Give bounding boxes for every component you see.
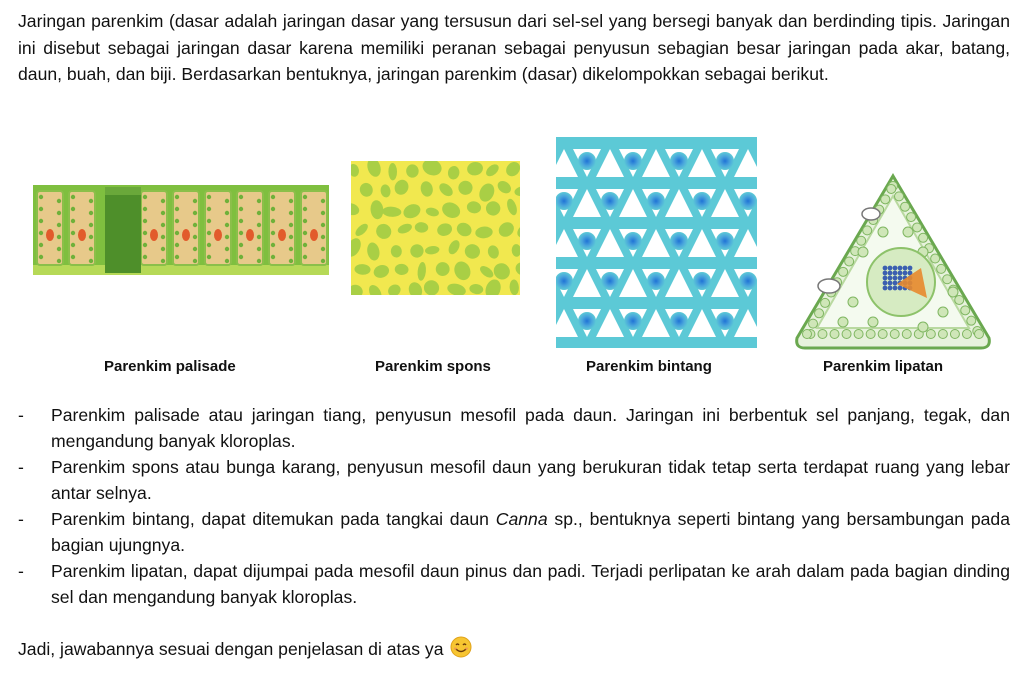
bintang-illustration xyxy=(556,137,757,348)
mesophyll-cell xyxy=(809,319,818,328)
cell-nucleus xyxy=(716,312,734,330)
spons-illustration xyxy=(351,161,520,295)
chloroplast xyxy=(239,207,243,211)
vascular-cell xyxy=(883,266,888,271)
chloroplast xyxy=(257,235,261,239)
list-item-text: Parenkim palisade atau jaringan tiang, penyusun mesofil pada daun. Jaringan ini berbentuk sel panjang, tegak, dan mengandung banyak kloroplas. xyxy=(51,405,1010,451)
cell-nucleus xyxy=(578,312,596,330)
caption-spons: Parenkim spons xyxy=(375,358,491,375)
cell-nucleus xyxy=(739,272,757,290)
closing-sentence xyxy=(18,636,472,662)
smiley-icon xyxy=(450,636,472,658)
mesophyll-cell xyxy=(913,223,922,232)
mesophyll-cell xyxy=(938,330,947,339)
chloroplast xyxy=(239,243,243,247)
chloroplast xyxy=(57,199,61,203)
list-item xyxy=(18,559,1010,610)
chloroplast xyxy=(321,259,325,263)
nucleus xyxy=(182,229,190,241)
mesophyll-cell xyxy=(948,287,958,297)
mesophyll-cell xyxy=(955,295,964,304)
vascular-cell xyxy=(898,266,903,271)
mesophyll-cell xyxy=(881,195,890,204)
closing-text: Jadi, jawabannya sesuai dengan penjelasan di atas ya xyxy=(18,639,444,659)
mesophyll-cell xyxy=(857,236,866,245)
mesophyll-cell xyxy=(938,307,948,317)
chloroplast xyxy=(89,259,93,263)
mesophyll-cell xyxy=(903,227,913,237)
chloroplast xyxy=(207,207,211,211)
caption-palisade: Parenkim palisade xyxy=(104,358,236,375)
chloroplast xyxy=(175,255,179,259)
chloroplast xyxy=(289,223,293,227)
chloroplast xyxy=(193,247,197,251)
chloroplast xyxy=(271,195,275,199)
list-item-text: Parenkim spons atau bunga karang, penyusun mesofil daun yang berukuran tidak tetap serta terdapat ruang yang lebar antar selnya. xyxy=(51,457,1010,503)
chloroplast xyxy=(89,247,93,251)
chloroplast xyxy=(193,235,197,239)
vascular-cell xyxy=(888,266,893,271)
cell-nucleus xyxy=(739,192,757,210)
chloroplast xyxy=(39,207,43,211)
mesophyll-cell xyxy=(845,257,854,266)
vascular-cell xyxy=(893,271,898,276)
mesophyll-cell xyxy=(854,330,863,339)
palisade-illustration xyxy=(33,185,329,275)
chloroplast xyxy=(303,231,307,235)
cell-nucleus xyxy=(693,192,711,210)
text-segment: Parenkim bintang, dapat ditemukan pada tangkai daun xyxy=(51,509,496,529)
chloroplast xyxy=(207,195,211,199)
vascular-cell xyxy=(903,271,908,276)
chloroplast xyxy=(321,211,325,215)
chloroplast xyxy=(71,207,75,211)
mesophyll-cell xyxy=(919,233,928,242)
chloroplast xyxy=(57,223,61,227)
chloroplast xyxy=(225,199,229,203)
cell-nucleus xyxy=(624,152,642,170)
vascular-cell xyxy=(898,271,903,276)
chloroplast xyxy=(271,207,275,211)
chloroplast xyxy=(239,231,243,235)
cell-nucleus xyxy=(601,272,619,290)
chloroplast xyxy=(143,195,147,199)
chloroplast xyxy=(239,195,243,199)
mesophyll-cell xyxy=(878,330,887,339)
chloroplast xyxy=(225,211,229,215)
mesophyll-cell xyxy=(961,306,970,315)
cell-nucleus xyxy=(601,192,619,210)
nucleus xyxy=(150,229,158,241)
chloroplast xyxy=(257,211,261,215)
vascular-cell xyxy=(903,266,908,271)
nucleus xyxy=(246,229,254,241)
list-dash: - xyxy=(18,405,24,425)
chloroplast xyxy=(71,195,75,199)
vascular-cell xyxy=(898,276,903,281)
mesophyll-cell xyxy=(803,330,812,339)
chloroplast xyxy=(303,243,307,247)
nucleus xyxy=(278,229,286,241)
chloroplast xyxy=(303,207,307,211)
chloroplast xyxy=(193,259,197,263)
mesophyll-cell xyxy=(818,330,827,339)
list-item xyxy=(18,507,1010,558)
cell-nucleus xyxy=(624,312,642,330)
chloroplast xyxy=(143,231,147,235)
chloroplast xyxy=(225,259,229,263)
chloroplast xyxy=(71,255,75,259)
chloroplast xyxy=(289,259,293,263)
cell-nucleus xyxy=(716,232,734,250)
chloroplast xyxy=(321,223,325,227)
mesophyll-cell xyxy=(858,247,868,257)
chloroplast xyxy=(257,199,261,203)
mesophyll-cell xyxy=(901,202,910,211)
mesophyll-cell xyxy=(848,297,858,307)
chloroplast xyxy=(321,235,325,239)
caption-bintang: Parenkim bintang xyxy=(586,358,712,375)
chloroplast xyxy=(57,211,61,215)
nucleus xyxy=(78,229,86,241)
chloroplast xyxy=(289,235,293,239)
cell-nucleus xyxy=(670,312,688,330)
chloroplast xyxy=(143,207,147,211)
caption-lipatan: Parenkim lipatan xyxy=(823,358,944,375)
vascular-cell xyxy=(893,266,898,271)
chloroplast xyxy=(321,247,325,251)
cell-nucleus xyxy=(693,272,711,290)
nucleus xyxy=(46,229,54,241)
vascular-cell xyxy=(893,286,898,291)
mesophyll-cell xyxy=(863,226,872,235)
mesophyll-cell xyxy=(868,317,878,327)
chloroplast xyxy=(161,235,165,239)
chloroplast xyxy=(289,247,293,251)
chloroplast xyxy=(271,219,275,223)
vascular-cell xyxy=(883,286,888,291)
mesophyll-cell xyxy=(815,309,824,318)
mesophyll-cell xyxy=(907,213,916,222)
vascular-cell xyxy=(893,281,898,286)
mesophyll-cell xyxy=(967,316,976,325)
chloroplast xyxy=(161,211,165,215)
chloroplast xyxy=(207,231,211,235)
chloroplast xyxy=(89,223,93,227)
mesophyll-cell xyxy=(918,322,928,332)
vascular-cell xyxy=(883,281,888,286)
chloroplast xyxy=(225,235,229,239)
chloroplast xyxy=(143,255,147,259)
cell-nucleus xyxy=(578,232,596,250)
mesophyll-cell xyxy=(830,330,839,339)
vascular-cell xyxy=(883,276,888,281)
list-dash: - xyxy=(18,509,24,529)
mesophyll-cell xyxy=(943,275,952,284)
chloroplast xyxy=(271,231,275,235)
chloroplast xyxy=(161,223,165,227)
chloroplast xyxy=(57,235,61,239)
chloroplast xyxy=(57,259,61,263)
intro-paragraph: Jaringan parenkim (dasar adalah jaringan dasar yang tersusun dari sel-sel yang bersegi banyak dan berdinding tipis. Jaringan ini disebut sebagai jaringan dasar karena memiliki peranan sebagai penyusun sebagian besar jaringan pada akar, batang, daun, buah, dan biji. Berdasarkan bentuknya, jaringan parenkim (dasar) dikelompokkan sebagai berikut. xyxy=(18,11,1010,84)
vascular-cell xyxy=(888,271,893,276)
chloroplast xyxy=(257,223,261,227)
nucleus xyxy=(214,229,222,241)
mesophyll-cell xyxy=(926,330,935,339)
vascular-cell xyxy=(888,286,893,291)
list-item xyxy=(18,403,1010,454)
cell-nucleus xyxy=(647,192,665,210)
mesophyll-cell xyxy=(931,254,940,263)
chloroplast xyxy=(175,243,179,247)
vascular-cell xyxy=(893,276,898,281)
chloroplast xyxy=(39,195,43,199)
chloroplast xyxy=(89,199,93,203)
chloroplast xyxy=(321,199,325,203)
chloroplast xyxy=(39,219,43,223)
vascular-cell xyxy=(883,271,888,276)
mesophyll-cell xyxy=(975,330,984,339)
list-dash: - xyxy=(18,561,24,581)
chloroplast xyxy=(161,199,165,203)
chloroplast xyxy=(89,235,93,239)
mesophyll-cell xyxy=(937,264,946,273)
chloroplast xyxy=(71,243,75,247)
cell-nucleus xyxy=(647,272,665,290)
chloroplast xyxy=(175,231,179,235)
cell-nucleus xyxy=(578,152,596,170)
mesophyll-cell xyxy=(902,330,911,339)
chloroplast xyxy=(39,243,43,247)
chloroplast xyxy=(193,223,197,227)
nucleus xyxy=(310,229,318,241)
chloroplast xyxy=(175,219,179,223)
chloroplast xyxy=(57,247,61,251)
mesophyll-cell xyxy=(962,330,971,339)
lipatan-illustration xyxy=(793,172,993,350)
chloroplast xyxy=(71,231,75,235)
chloroplast xyxy=(193,199,197,203)
chloroplast xyxy=(207,255,211,259)
parenkim-list xyxy=(18,403,1010,611)
mesophyll-cell xyxy=(878,227,888,237)
mesophyll-cell xyxy=(887,184,896,193)
chloroplast xyxy=(225,223,229,227)
chloroplast xyxy=(143,219,147,223)
mesophyll-cell xyxy=(890,330,899,339)
chloroplast xyxy=(39,231,43,235)
chloroplast xyxy=(289,211,293,215)
vascular-cell xyxy=(908,266,913,271)
chloroplast xyxy=(207,219,211,223)
chloroplast xyxy=(161,259,165,263)
chloroplast xyxy=(257,259,261,263)
chloroplast xyxy=(207,243,211,247)
chloroplast xyxy=(89,211,93,215)
cell-nucleus xyxy=(670,152,688,170)
italic-genus-name: Canna xyxy=(495,509,548,529)
chloroplast xyxy=(289,199,293,203)
cell-nucleus xyxy=(716,152,734,170)
chloroplast xyxy=(193,211,197,215)
mesophyll-cell xyxy=(839,267,848,276)
list-item-text: Parenkim lipatan, dapat dijumpai pada mesofil daun pinus dan padi. Terjadi perlipatan ke arah dalam pada bagian dinding sel dan mengandung banyak kloroplas. xyxy=(51,561,1010,607)
chloroplast xyxy=(271,255,275,259)
vascular-cell xyxy=(888,276,893,281)
mesophyll-cell xyxy=(895,192,904,201)
chloroplast xyxy=(239,219,243,223)
mesophyll-cell xyxy=(838,317,848,327)
list-item-text xyxy=(51,507,1010,558)
mesophyll-cell xyxy=(842,330,851,339)
cell-nucleus xyxy=(624,232,642,250)
chloroplast xyxy=(143,243,147,247)
chloroplast xyxy=(175,207,179,211)
list-dash: - xyxy=(18,457,24,477)
vascular-cell xyxy=(898,286,903,291)
chloroplast xyxy=(175,195,179,199)
chloroplast xyxy=(239,255,243,259)
chloroplast xyxy=(161,247,165,251)
chloroplast xyxy=(271,243,275,247)
vascular-cell xyxy=(888,281,893,286)
list-item xyxy=(18,455,1010,506)
mesophyll-cell xyxy=(950,330,959,339)
chloroplast xyxy=(257,247,261,251)
chloroplast xyxy=(303,219,307,223)
chloroplast xyxy=(303,195,307,199)
text-segment: sp., bentuknya seperti bintang yang bersambungan pada bagian ujungnya. xyxy=(51,509,1010,555)
chloroplast xyxy=(71,219,75,223)
cell-nucleus xyxy=(670,232,688,250)
mesophyll-cell xyxy=(821,298,830,307)
mesophyll-cell xyxy=(866,330,875,339)
chloroplast xyxy=(39,255,43,259)
chloroplast xyxy=(225,247,229,251)
chloroplast xyxy=(303,255,307,259)
